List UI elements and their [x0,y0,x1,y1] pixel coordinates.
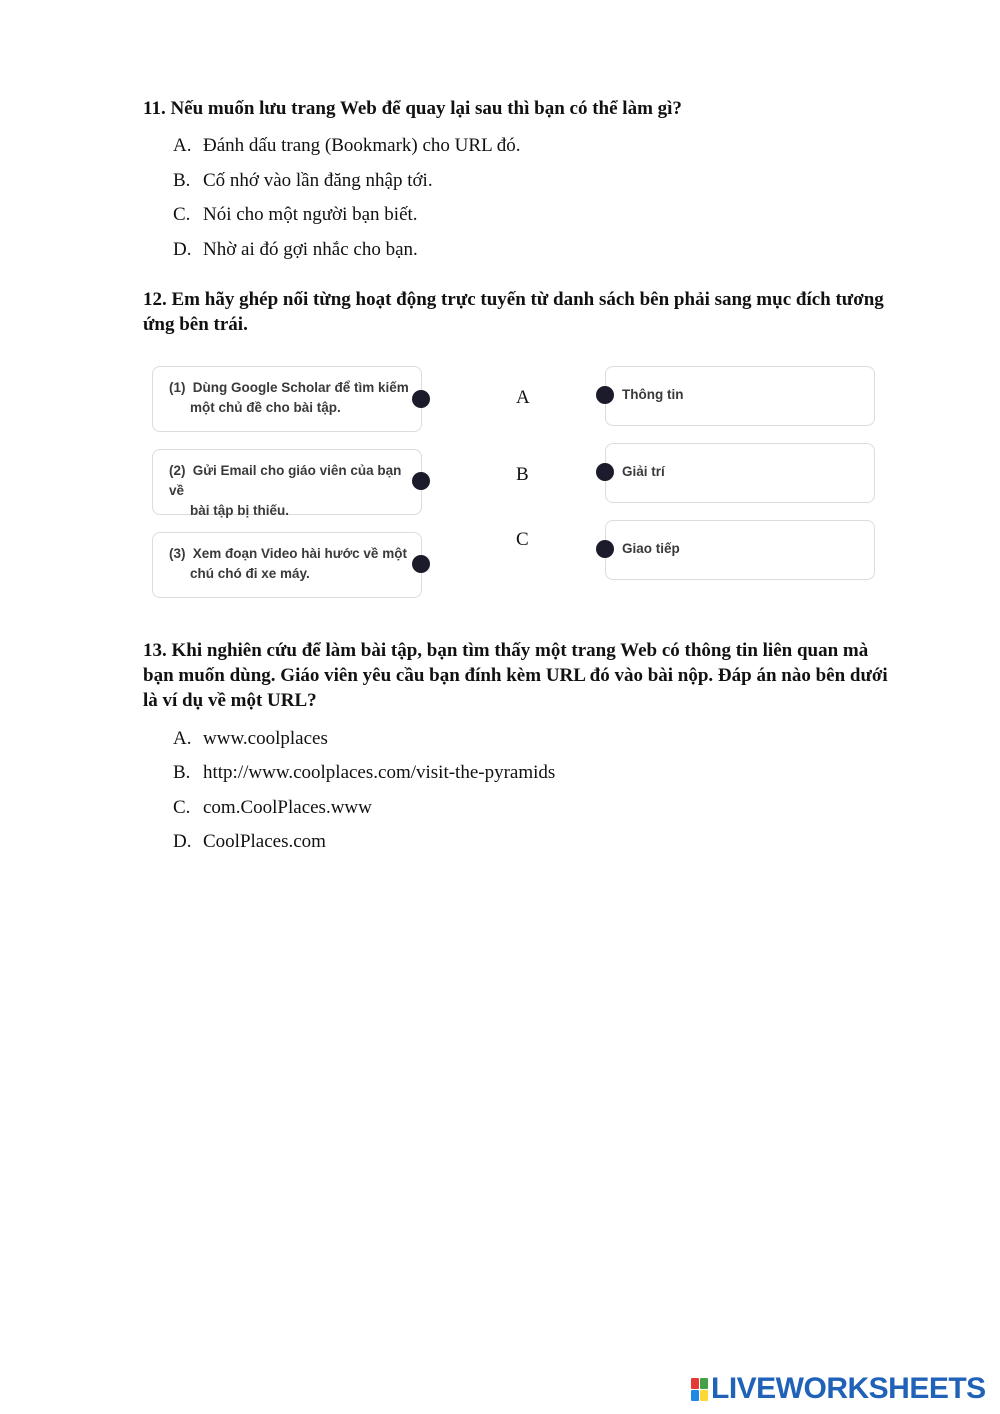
logo-text: LIVEWORKSHEETS [711,1372,986,1405]
logo-grid-icon [691,1378,708,1401]
liveworksheets-logo [691,1374,986,1404]
q13-option-c[interactable]: C. com.CoolPlaces.www [173,797,372,818]
match-left-item-3[interactable]: (3) Xem đoạn Video hài hước về một chú chó đi xe máy. [152,532,422,598]
q11-title: 11. Nếu muốn lưu trang Web để quay lại sau thì bạn có thể làm gì? [143,98,682,119]
match-right-item-2[interactable]: Giải trí [605,443,875,503]
q12-title: 12. Em hãy ghép nối từng hoạt động trực tuyến từ danh sách bên phải sang mục đích tương ứng bên trái. [143,289,884,335]
match-letter-c: C [516,529,529,550]
match-right-connector-3[interactable] [596,540,614,558]
q11-option-c[interactable]: C. Nói cho một người bạn biết. [173,204,418,225]
q13-option-a[interactable]: A. www.coolplaces [173,728,328,749]
match-left-connector-2[interactable] [412,472,430,490]
q11-option-a[interactable]: A. Đánh dấu trang (Bookmark) cho URL đó. [173,135,521,156]
q11-option-b[interactable]: B. Cố nhớ vào lần đăng nhập tới. [173,170,433,191]
match-left-connector-1[interactable] [412,390,430,408]
match-left-item-2[interactable]: (2) Gửi Email cho giáo viên của bạn về bài tập bị thiếu. [152,449,422,515]
q13-title: 13. Khi nghiên cứu để làm bài tập, bạn tìm thấy một trang Web có thông tin liên quan mà bạn muốn dùng. Giáo viên yêu cầu bạn đính kèm URL đó vào bài nộp. Đáp án nào bên dưới là ví dụ về một URL? [143,640,888,711]
match-right-item-3[interactable]: Giao tiếp [605,520,875,580]
match-right-item-1[interactable]: Thông tin [605,366,875,426]
q13-option-b[interactable]: B. http://www.coolplaces.com/visit-the-pyramids [173,762,556,783]
match-left-connector-3[interactable] [412,555,430,573]
q11-option-d[interactable]: D. Nhờ ai đó gợi nhắc cho bạn. [173,239,418,260]
match-right-connector-2[interactable] [596,463,614,481]
match-right-connector-1[interactable] [596,386,614,404]
match-left-item-1[interactable]: (1) Dùng Google Scholar để tìm kiếm một chủ đề cho bài tập. [152,366,422,432]
match-letter-b: B [516,464,529,485]
match-letter-a: A [516,387,530,408]
q13-option-d[interactable]: D. CoolPlaces.com [173,831,326,852]
